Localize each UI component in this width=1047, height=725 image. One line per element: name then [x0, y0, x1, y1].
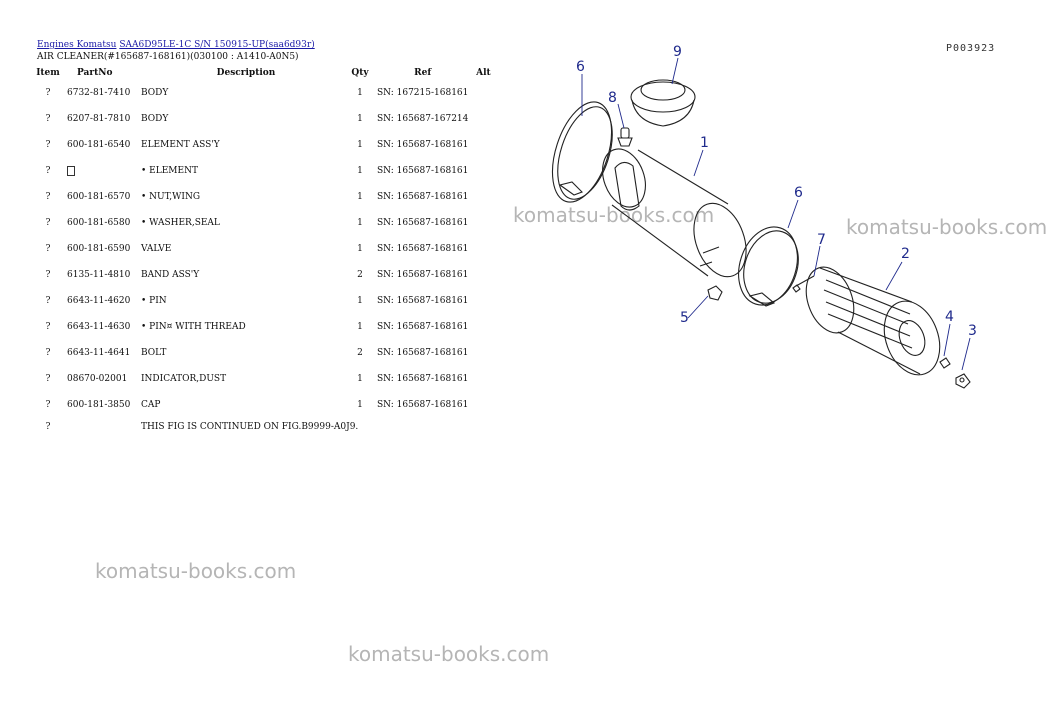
- bolt-part: [793, 276, 814, 292]
- row-alt: [468, 106, 498, 132]
- header-item: Item: [36, 68, 60, 78]
- callout-6: 6: [794, 185, 803, 201]
- row-ref: SN: 165687-168161: [377, 322, 469, 332]
- row-alt: [468, 158, 498, 184]
- continuation-note: THIS FIG IS CONTINUED ON FIG.B9999-A0J9.: [141, 422, 359, 432]
- parts-table: [33, 66, 498, 436]
- row-partno: 600-181-3850: [67, 400, 131, 410]
- row-partno: 6643-11-4620: [67, 296, 131, 306]
- header-ref: Ref: [414, 68, 432, 78]
- row-description: CAP: [141, 400, 161, 410]
- wing-nut-part: [940, 358, 950, 368]
- row-ref: SN: 165687-167214: [377, 114, 469, 124]
- row-item: ?: [45, 296, 51, 306]
- row-item: ?: [45, 218, 51, 228]
- breadcrumb: [37, 40, 315, 50]
- cap-part: [631, 80, 695, 126]
- row-description: • ELEMENT: [141, 166, 198, 176]
- row-item: ?: [45, 192, 51, 202]
- table-row: [33, 392, 498, 418]
- row-partno: 6643-11-4630: [67, 322, 131, 332]
- watermark: komatsu-books.com: [846, 215, 1047, 239]
- page-title: AIR CLEANER(#165687-168161)(030100 : A1410-A0N5): [37, 52, 299, 62]
- watermark: komatsu-books.com: [95, 559, 297, 583]
- element-cylinder: [798, 261, 950, 383]
- table-header-row: [33, 66, 498, 80]
- row-item: ?: [45, 400, 51, 410]
- row-item: ?: [45, 88, 51, 98]
- row-item: ?: [45, 374, 51, 384]
- row-alt: [468, 184, 498, 210]
- row-description: INDICATOR,DUST: [141, 374, 227, 384]
- row-qty: 1: [357, 218, 363, 228]
- row-description: • PIN: [141, 296, 167, 306]
- row-partno: 600-181-6540: [67, 140, 131, 150]
- row-description: ELEMENT ASS'Y: [141, 140, 220, 150]
- row-item: ?: [45, 166, 51, 176]
- table-row: [33, 184, 498, 210]
- table-row: [33, 158, 498, 184]
- callout-7: 7: [817, 232, 826, 248]
- table-row: [33, 210, 498, 236]
- row-alt: [468, 132, 498, 158]
- breadcrumb-link-engines[interactable]: Engines Komatsu: [37, 40, 117, 50]
- seal-washer-part: [956, 374, 970, 388]
- callout-6: 6: [576, 59, 585, 75]
- row-qty: 2: [357, 348, 363, 358]
- row-description: BAND ASS'Y: [141, 270, 200, 280]
- breadcrumb-link-model[interactable]: SAA6D95LE-1C S/N 150915-UP(saa6d93r): [119, 40, 315, 50]
- row-partno: 600-181-6570: [67, 192, 131, 202]
- table-row: [33, 340, 498, 366]
- row-partno: 6135-11-4810: [67, 270, 131, 280]
- missing-glyph-box: [67, 166, 75, 176]
- row-alt: [468, 340, 498, 366]
- row-alt: [468, 366, 498, 392]
- row-item: ?: [45, 322, 51, 332]
- table-row: [33, 314, 498, 340]
- row-qty: 1: [357, 166, 363, 176]
- callout-1: 1: [700, 135, 709, 151]
- row-qty: 1: [357, 114, 363, 124]
- row-description: BODY: [141, 114, 169, 124]
- row-alt: [468, 80, 498, 106]
- row-partno-empty: [63, 418, 141, 436]
- row-description: VALVE: [141, 244, 172, 254]
- callout-4: 4: [945, 309, 954, 325]
- row-ref: SN: 165687-168161: [377, 270, 469, 280]
- row-item: ?: [45, 422, 51, 432]
- table-row: [33, 132, 498, 158]
- row-ref: SN: 165687-168161: [377, 166, 469, 176]
- leader-lines: [582, 58, 970, 370]
- watermark: komatsu-books.com: [513, 203, 715, 227]
- row-partno: 6732-81-7410: [67, 88, 131, 98]
- row-item: ?: [45, 140, 51, 150]
- row-item: ?: [45, 270, 51, 280]
- pin-part: [708, 286, 722, 300]
- callout-5: 5: [680, 310, 689, 326]
- row-description: • WASHER,SEAL: [141, 218, 220, 228]
- row-ref: SN: 165687-168161: [377, 218, 469, 228]
- row-qty: 1: [357, 322, 363, 332]
- row-ref: SN: 165687-168161: [377, 140, 469, 150]
- row-ref: SN: 165687-168161: [377, 192, 469, 202]
- row-partno: 6643-11-4641: [67, 348, 131, 358]
- exploded-parts-diagram: [520, 40, 1000, 400]
- row-item: ?: [45, 244, 51, 254]
- row-ref: SN: 165687-168161: [377, 348, 469, 358]
- row-qty: 1: [357, 244, 363, 254]
- table-row: [33, 288, 498, 314]
- row-description: • PIN¤ WITH THREAD: [141, 322, 246, 332]
- row-alt: [468, 288, 498, 314]
- row-description: BODY: [141, 88, 169, 98]
- header-partno: PartNo: [77, 68, 113, 78]
- row-item: ?: [45, 114, 51, 124]
- row-alt: [468, 210, 498, 236]
- figure-id: P003923: [946, 43, 996, 54]
- callout-3: 3: [968, 323, 977, 339]
- row-qty: 1: [357, 192, 363, 202]
- row-partno-missing-glyph: [63, 158, 141, 184]
- row-description: • NUT,WING: [141, 192, 201, 202]
- row-qty: 1: [357, 140, 363, 150]
- table-row: [33, 80, 498, 106]
- callout-2: 2: [901, 246, 910, 262]
- row-ref: SN: 167215-168161: [377, 88, 469, 98]
- row-qty: 1: [357, 400, 363, 410]
- row-alt: [468, 236, 498, 262]
- watermark: komatsu-books.com: [348, 642, 550, 666]
- row-partno: 600-181-6590: [67, 244, 131, 254]
- table-row: [33, 366, 498, 392]
- band-clamp-right: [729, 219, 807, 312]
- header-description: Description: [216, 68, 276, 78]
- row-item: ?: [45, 348, 51, 358]
- row-alt: [468, 392, 498, 418]
- table-row: [33, 262, 498, 288]
- row-partno: 600-181-6580: [67, 218, 131, 228]
- row-partno: 6207-81-7810: [67, 114, 131, 124]
- row-ref: SN: 165687-168161: [377, 244, 469, 254]
- row-description: BOLT: [141, 348, 167, 358]
- row-partno: 08670-02001: [67, 374, 128, 384]
- callout-9: 9: [673, 44, 682, 60]
- table-row: [33, 236, 498, 262]
- row-alt: [468, 314, 498, 340]
- callout-8: 8: [608, 90, 617, 106]
- row-ref: SN: 165687-168161: [377, 400, 469, 410]
- row-qty: 2: [357, 270, 363, 280]
- table-row: [33, 106, 498, 132]
- row-qty: 1: [357, 374, 363, 384]
- row-ref: SN: 165687-168161: [377, 296, 469, 306]
- header-qty: Qty: [351, 68, 369, 78]
- valve-part: [618, 128, 632, 146]
- row-alt: [468, 262, 498, 288]
- header-alt: Alt: [476, 68, 491, 78]
- continuation-row: [33, 418, 498, 436]
- row-ref: SN: 165687-168161: [377, 374, 469, 384]
- row-qty: 1: [357, 296, 363, 306]
- row-qty: 1: [357, 88, 363, 98]
- body-cylinder: [595, 143, 756, 284]
